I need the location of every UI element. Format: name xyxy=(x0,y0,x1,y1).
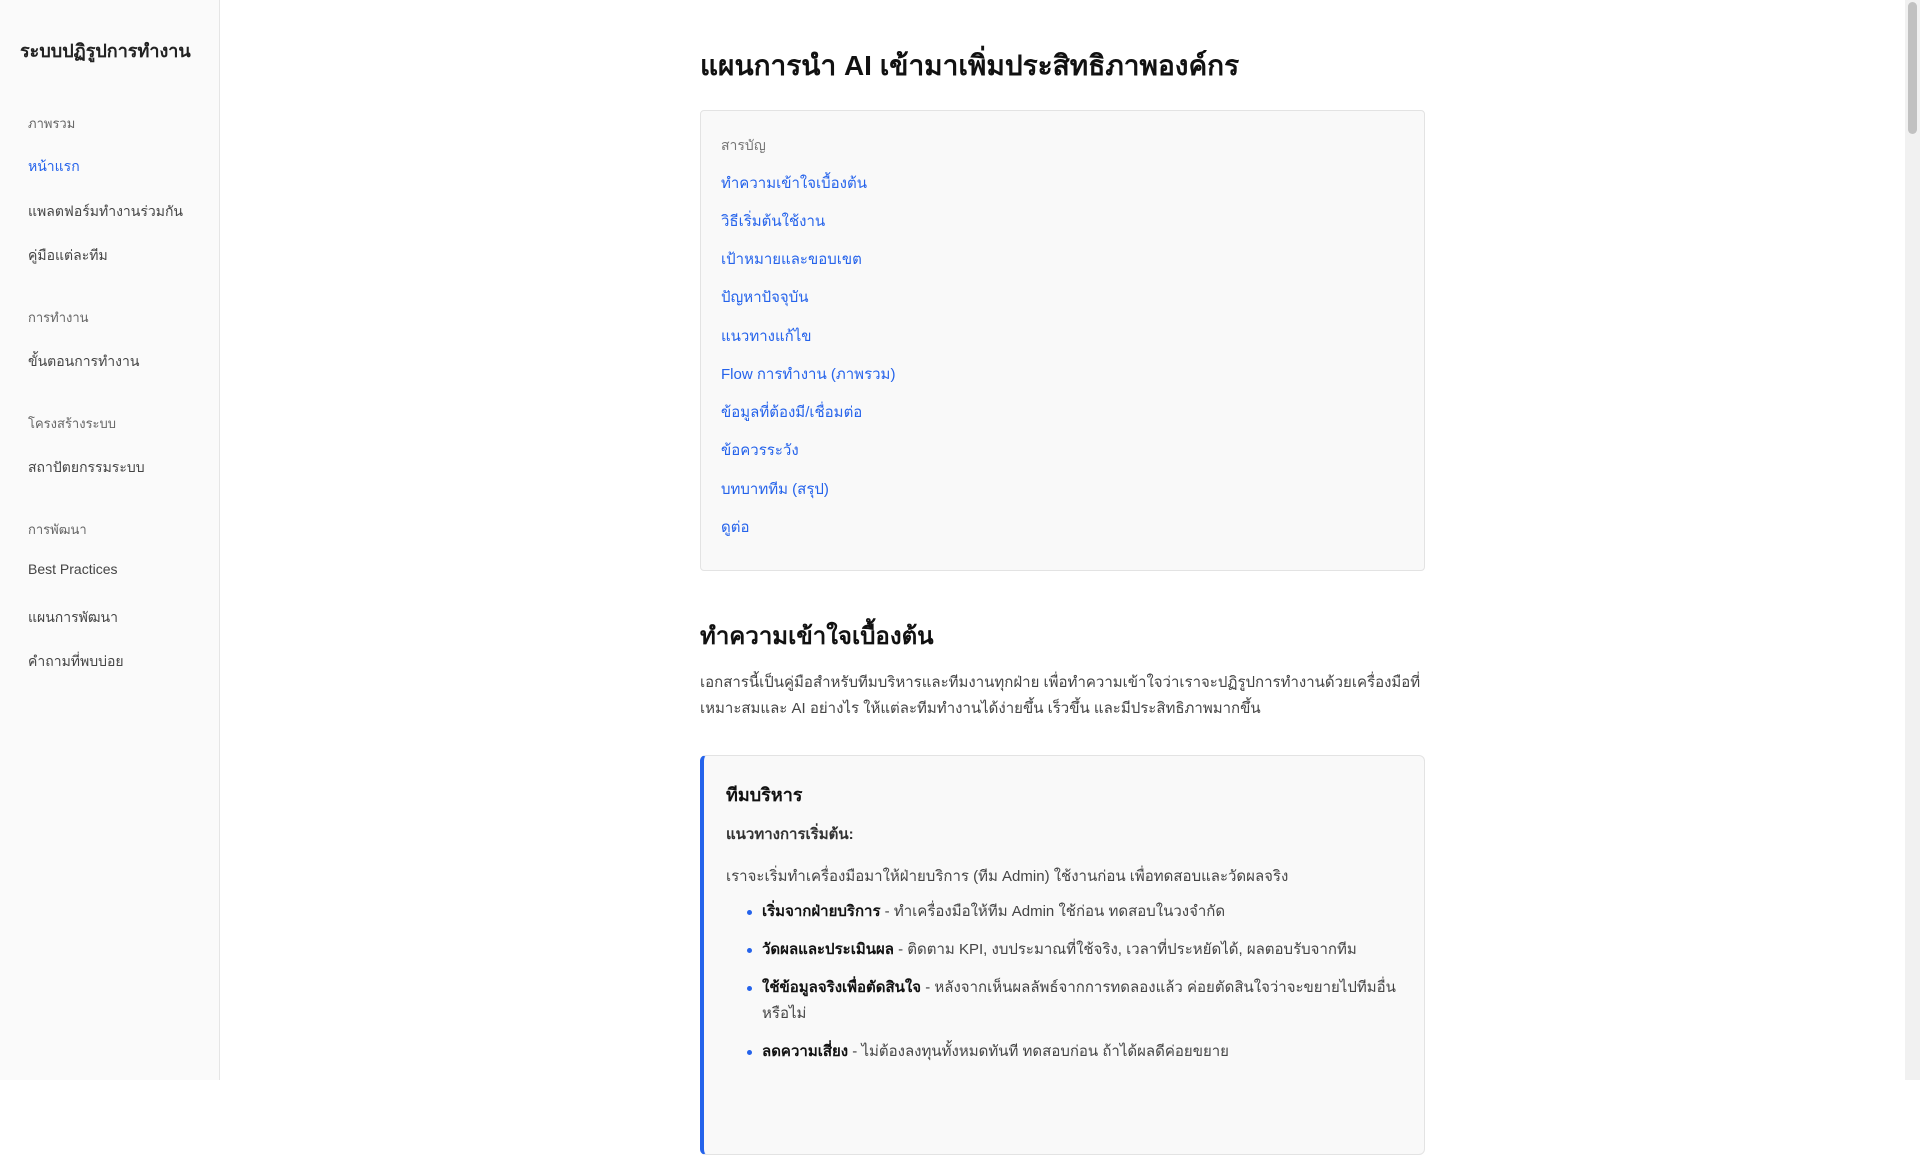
toc-link[interactable]: ปัญหาปัจจุบัน xyxy=(721,289,809,306)
toc-link[interactable]: เป้าหมายและขอบเขต xyxy=(721,251,862,268)
bullet-bold: ใช้ข้อมูลจริงเพื่อตัดสินใจ xyxy=(762,979,922,996)
list-item xyxy=(762,975,1402,1027)
card-subtitle: แนวทางการเริ่มต้น: xyxy=(726,826,854,843)
toc-link[interactable]: ข้อควรระวัง xyxy=(721,442,799,459)
sidebar xyxy=(0,0,220,1080)
toc-link[interactable]: บทบาททีม (สรุป) xyxy=(721,481,829,498)
toc-title: สารบัญ xyxy=(721,137,766,153)
sidebar-item-home[interactable]: หน้าแรก xyxy=(28,158,80,174)
bullet-text: - ไม่ต้องลงทุนทั้งหมดทันที ทดสอบก่อน ถ้าได้ผลดีค่อยขยาย xyxy=(848,1043,1229,1060)
nav-section-work: การทำงาน xyxy=(28,310,89,325)
bullet-list xyxy=(762,899,1402,1077)
sidebar-item-workflow[interactable]: ขั้นตอนการทำงาน xyxy=(28,353,140,369)
bullet-bold: วัดผลและประเมินผล xyxy=(762,941,894,958)
toc-link[interactable]: ดูต่อ xyxy=(721,519,750,536)
toc-link[interactable]: Flow การทำงาน (ภาพรวม) xyxy=(721,366,896,383)
bullet-bold: ลดความเสี่ยง xyxy=(762,1043,849,1060)
sidebar-item-dev-plan[interactable]: แผนการพัฒนา xyxy=(28,609,118,625)
intro-paragraph: เอกสารนี้เป็นคู่มือสำหรับทีมบริหารและทีมงานทุกฝ่าย เพื่อทำความเข้าใจว่าเราจะปฏิรูปการทำงานด้วยเครื่องมือที่เหมาะสมและ AI อย่างไร ให้แต่ละทีมทำงานได้ง่ายขึ้น เร็วขึ้น และมีประสิทธิภาพมากขึ้น xyxy=(700,674,1421,717)
scrollbar-thumb[interactable] xyxy=(1908,2,1917,134)
nav-section-overview: ภาพรวม xyxy=(28,116,76,131)
sidebar-item-faq[interactable]: คำถามที่พบบ่อย xyxy=(28,653,124,669)
sidebar-item-best-practices[interactable]: Best Practices xyxy=(28,561,118,577)
management-team-card xyxy=(700,755,1425,1155)
table-of-contents xyxy=(700,110,1425,571)
nav-section-structure: โครงสร้างระบบ xyxy=(28,416,117,431)
toc-link[interactable]: วิธีเริ่มต้นใช้งาน xyxy=(721,213,826,230)
card-title: ทีมบริหาร xyxy=(726,785,803,805)
nav-section-development: การพัฒนา xyxy=(28,522,87,537)
sidebar-title[interactable]: ระบบปฏิรูปการทำงาน xyxy=(20,41,191,61)
list-item xyxy=(762,1039,1402,1065)
toc-link[interactable]: ทำความเข้าใจเบื้องต้น xyxy=(721,175,867,192)
sidebar-item-platform[interactable]: แพลตฟอร์มทำงานร่วมกัน xyxy=(28,203,184,219)
toc-link[interactable]: ข้อมูลที่ต้องมี/เชื่อมต่อ xyxy=(721,404,863,421)
sidebar-item-team-guide[interactable]: คู่มือแต่ละทีม xyxy=(28,247,108,263)
page-title: แผนการนำ AI เข้ามาเพิ่มประสิทธิภาพองค์กร xyxy=(700,50,1240,81)
bullet-bold: เริ่มจากฝ่ายบริการ xyxy=(762,903,881,920)
bullet-text: - ทำเครื่องมือให้ทีม Admin ใช้ก่อน ทดสอบในวงจำกัด xyxy=(880,903,1226,920)
bullet-text: - หลังจากเห็นผลลัพธ์จากการทดลองแล้ว ค่อยตัดสินใจว่าจะขยายไปทีมอื่นหรือไม่ xyxy=(762,979,1396,1022)
list-item xyxy=(762,937,1402,963)
card-description: เราจะเริ่มทำเครื่องมือมาให้ฝ่ายบริการ (ทีม Admin) ใช้งานก่อน เพื่อทดสอบและวัดผลจริง xyxy=(726,868,1289,885)
list-item xyxy=(762,899,1402,925)
page-scrollbar[interactable] xyxy=(1905,0,1920,1080)
sidebar-item-architecture[interactable]: สถาปัตยกรรมระบบ xyxy=(28,459,145,475)
bullet-text: - ติดตาม KPI, งบประมาณที่ใช้จริง, เวลาที่ประหยัดได้, ผลตอบรับจากทีม xyxy=(893,941,1357,958)
toc-link[interactable]: แนวทางแก้ไข xyxy=(721,328,812,345)
section-heading: ทำความเข้าใจเบื้องต้น xyxy=(700,623,934,650)
